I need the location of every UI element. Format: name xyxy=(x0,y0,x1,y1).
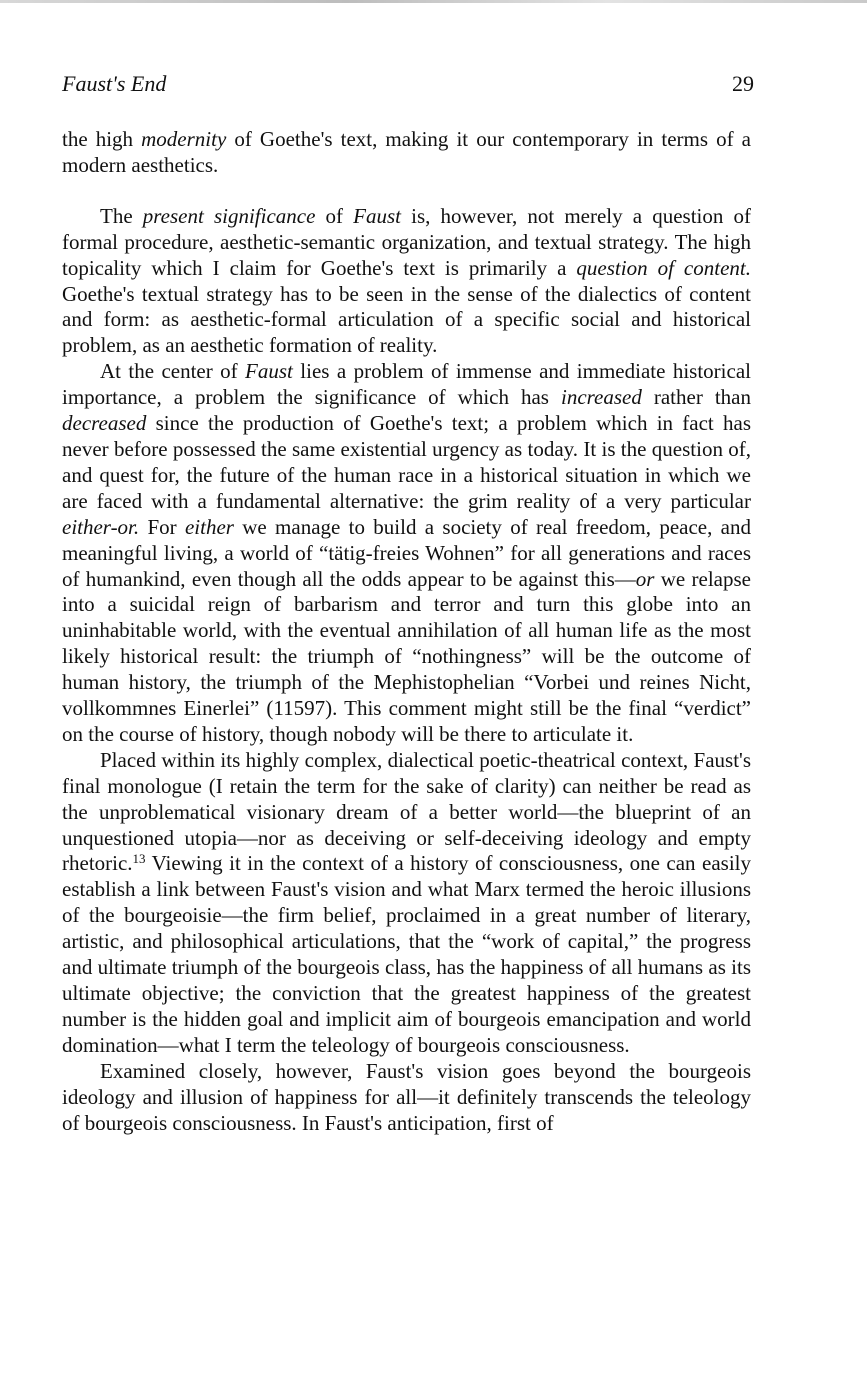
paragraph-4: Placed within its highly complex, dialectical poetic-theatrical context, Faust's final monologue (I retain the term for the sake of clarity) can neither be read as the unproblematical visionary dream of a better world—the blueprint of an unquestioned utopia—nor as deceiving or self-deceiving ideology and empty rhetoric.$^{13}$ Viewing it in the context of a history of consciousness, one can easily establish a link between Faust's vision and what Marx termed the heroic illusions of the bourgeoisie—the firm belief, proclaimed in a great number of literary, artistic, and philosophical articulations, that the “work of capital,” the progress and ultimate triumph of the bourgeois class, has the happiness of all humans as its ultimate objective; the conviction that the greatest happiness of the greatest number is the hidden goal and implicit aim of bourgeois emancipation and world domination—what I term the teleology of bourgeois consciousness. xyxy=(62,747,751,1057)
scan-top-edge xyxy=(0,0,867,3)
running-header xyxy=(62,70,754,98)
paragraph-3: At the center of Faust lies a problem of immense and immediate historical importance, a problem the significance of which has increased rather than decreased since the production of Goethe's text; a problem which in fact has never before possessed the same existential urgency as today. It is the question of, and quest for, the future of the human race in a historical situation in which we are faced with a fundamental alternative: the grim reality of a very particular either-or. For either we manage to build a society of real freedom, peace, and meaningful living, a world of “tätig-freies Wohnen” for all generations and races of humankind, even though all the odds appear to be against this—or we relapse into a suicidal reign of barbarism and terror and turn this globe into an uninhabitable world, with the eventual annihilation of all human life as the most likely historical result: the triumph of “nothingness” will be the outcome of human history, the triumph of the Mephistophelian “Vorbei und reines Nicht, vollkommnes Einerlei” (11597). This comment might still be the final “verdict” on the course of history, though nobody will be there to articulate it. xyxy=(62,359,752,746)
paragraph-5: Examined closely, however, Faust's vision goes beyond the bourgeois ideology and illusion of happiness for all—it definitely transcends the teleology of bourgeois consciousness. In Faust's anticipation, first of xyxy=(62,1058,751,1135)
page-number: 29 xyxy=(732,71,754,96)
paragraph-1: the high modernity of Goethe's text, making it our contemporary in terms of a modern aesthetics. xyxy=(62,127,751,177)
page-body xyxy=(62,127,751,1136)
paragraph-2: The present significance of Faust is, however, not merely a question of formal procedure, aesthetic-semantic organization, and textual strategy. The high topicality which I claim for Goethe's text is primarily a question of content. Goethe's textual strategy has to be seen in the sense of the dialectics of content and form: as aesthetic-formal articulation of a specific social and historical problem, as an aesthetic formation of reality. xyxy=(62,203,751,358)
running-title: Faust's End xyxy=(62,71,167,96)
footnote-marker: 13 xyxy=(132,851,146,867)
